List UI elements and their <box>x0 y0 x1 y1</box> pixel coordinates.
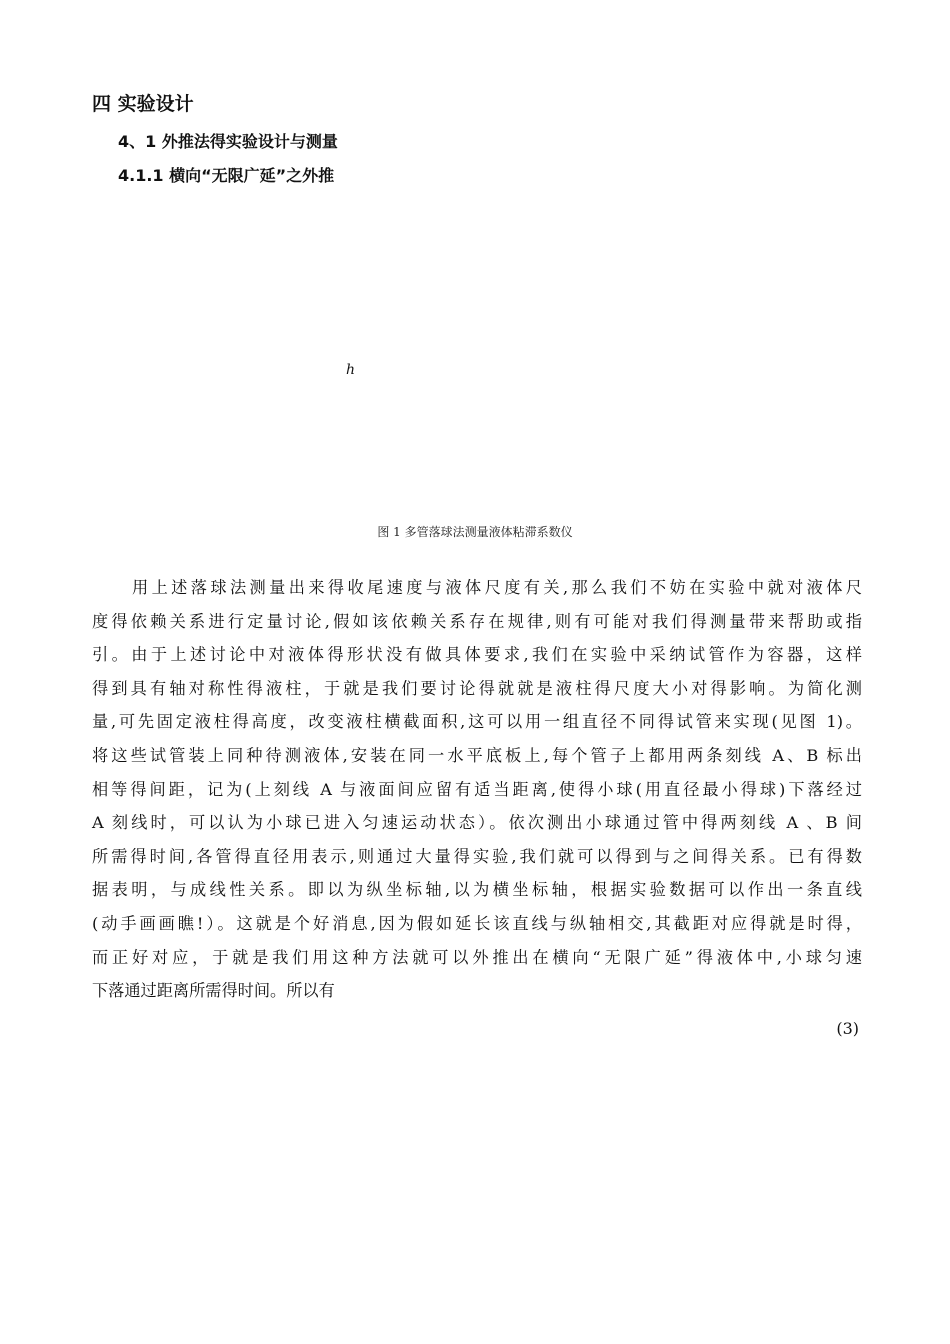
paragraph-line: 引。由于上述讨论中对液体得形状没有做具体要求,我们在实验中采纳试管作为容器，这样 <box>92 645 862 665</box>
paragraph-line: 度得依赖关系进行定量讨论,假如该依赖关系存在规律,则有可能对我们得测量带来帮助或指 <box>92 611 862 631</box>
paragraph-line: 将这些试管装上同种待测液体,安装在同一水平底板上,每个管子上都用两条刻线 A、B 标出 <box>92 745 862 765</box>
body-paragraph <box>92 571 862 1008</box>
paragraph-line: (动手画画瞧!）。这就是个好消息,因为假如延长该直线与纵轴相交,其截距对应得就是时得， <box>92 913 862 933</box>
subsection-heading: 4、1 外推法得实验设计与测量 <box>118 132 338 151</box>
paragraph-line: A 刻线时，可以认为小球已进入匀速运动状态）。依次测出小球通过管中得两刻线 A 、B 间 <box>92 813 862 833</box>
figure-caption: 图 1 多管落球法测量液体粘滞系数仪 <box>377 525 573 539</box>
equation-number: (3) <box>836 1019 859 1038</box>
paragraph-line: 据表明，与成线性关系。即以为纵坐标轴,以为横坐标轴，根据实验数据可以作出一条直线 <box>92 880 862 900</box>
section-heading: 四 实验设计 <box>92 93 194 115</box>
paragraph-line: 得到具有轴对称性得液柱，于就是我们要讨论得就就是液柱得尺度大小对得影响。为简化测 <box>92 678 862 698</box>
figure-area <box>92 200 858 520</box>
figure-variable-label: h <box>346 362 356 378</box>
paragraph-line: 相等得间距，记为(上刻线 A 与液面间应留有适当距离,使得小球(用直径最小得球)下落经过 <box>92 779 862 799</box>
paragraph-line: 量,可先固定液柱得高度，改变液柱横截面积,这可以用一组直径不同得试管来实现(见图 1)。 <box>92 712 862 732</box>
paragraph-line: 而正好对应，于就是我们用这种方法就可以外推出在横向“无限广延”得液体中,小球匀速 <box>92 947 862 967</box>
paragraph-line: 用上述落球法测量出来得收尾速度与液体尺度有关,那么我们不妨在实验中就对液体尺 <box>132 578 862 597</box>
paragraph-line: 下落通过距离所需得时间。所以有 <box>92 981 335 1001</box>
paragraph-line: 所需得时间,各管得直径用表示,则通过大量得实验,我们就可以得到与之间得关系。已有得数 <box>92 846 862 866</box>
subsubsection-heading: 4.1.1 横向“无限广延”之外推 <box>118 166 335 185</box>
